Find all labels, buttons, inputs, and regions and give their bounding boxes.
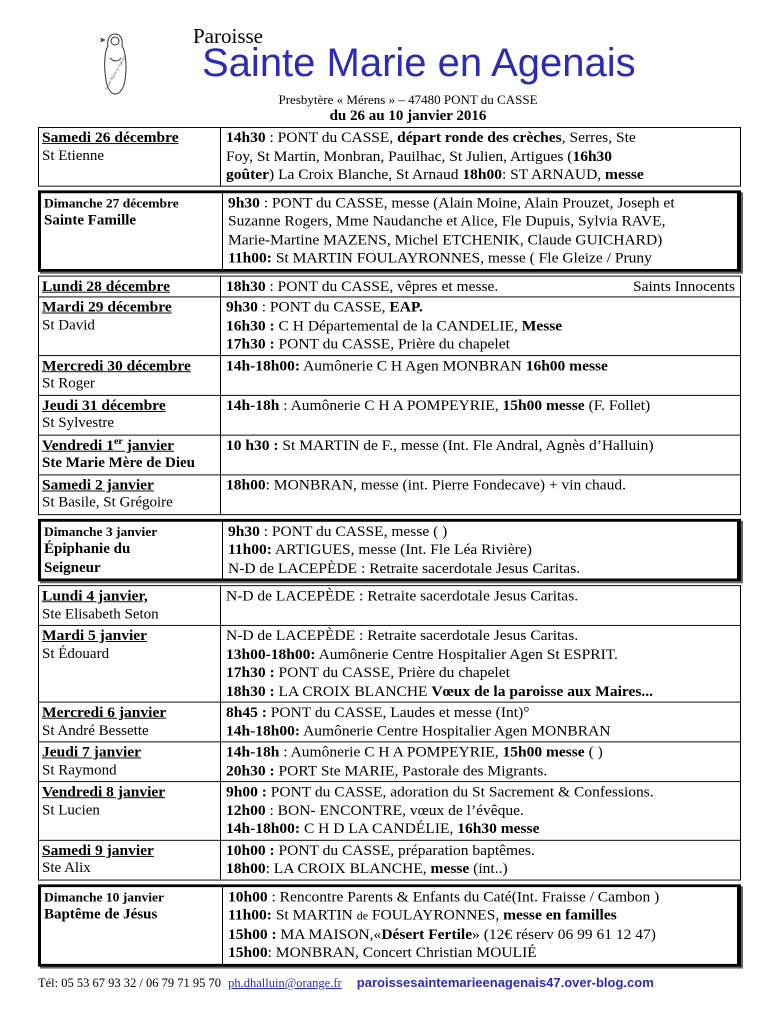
day-name: Dimanche 3 janvier: [44, 524, 158, 539]
events-cell: [223, 193, 737, 269]
day-cell: [39, 297, 221, 354]
events-cell: [221, 703, 740, 742]
events-cell: [223, 521, 737, 578]
day-name: Samedi 2 janvier: [42, 476, 154, 493]
event-line: 9h00 : PONT du CASSE, adoration du St Sacrement & Confessions.: [226, 783, 654, 801]
schedule-row: [38, 275, 741, 296]
events-cell: [221, 395, 740, 434]
day-name: Mardi 29 décembre: [42, 299, 172, 316]
saint-name: Ste Alix: [42, 860, 91, 876]
event-line: 8h45 : PONT du CASSE, Laudes et messe (Int)°: [226, 704, 530, 721]
day-name: Jeudi 31 décembre: [42, 397, 166, 414]
day-cell: [39, 276, 221, 296]
svg-text:Sainte Marie en Agenais: Sainte Marie en Agenais: [103, 53, 128, 91]
schedule-row: [38, 625, 741, 702]
day-name: Mardi 5 janvier: [42, 627, 148, 644]
events-cell: [221, 626, 740, 702]
schedule-row: [38, 585, 741, 625]
schedule-row: [38, 434, 741, 474]
event-line: 11h00: St MARTIN de FOULAYRONNES, messe en familles: [228, 907, 617, 924]
day-name: Dimanche 27 décembre: [44, 195, 179, 210]
event-line: 18h00: MONBRAN, messe (int. Pierre Fondecave) + vin chaud.: [226, 476, 627, 493]
event-line: 9h30 : PONT du CASSE, messe (Alain Moine, Alain Prouzet, Joseph et: [228, 194, 675, 211]
event-line: 11h00: St MARTIN FOULAYRONNES, messe ( Fle Gleize / Pruny: [228, 250, 652, 267]
event-line: 13h00-18h00: Aumônerie Centre Hospitalier Agen St ESPRIT.: [226, 646, 618, 663]
day-cell: [39, 840, 221, 879]
schedule-row: [38, 741, 741, 781]
day-cell: [39, 128, 221, 185]
saint-name: Épiphanie du: [44, 541, 131, 557]
events-cell: [223, 887, 737, 964]
event-line: 18h00: LA CROIX BLANCHE, messe (int..): [226, 860, 508, 877]
event-line: 14h-18h00: Aumônerie Centre Hospitalier Agen MONBRAN: [226, 722, 611, 740]
day-name: Vendredi 8 janvier: [42, 783, 166, 801]
event-line: 11h00: ARTIGUES, messe (Int. Fle Léa Rivière): [228, 541, 532, 558]
phone-numbers: Tél: 05 53 67 93 32 / 06 79 71 95 70: [38, 976, 221, 990]
event-line: Foy, St Martin, Monbran, Pauilhac, St Julien, Artigues (16h30: [226, 148, 613, 165]
day-cell: [41, 193, 223, 269]
day-name: Mercredi 6 janvier: [42, 704, 167, 721]
event-line: 14h-18h00: C H D LA CANDÉLIE, 16h30 messe: [226, 820, 540, 837]
events-cell: [221, 276, 740, 296]
footer: [38, 975, 758, 991]
day-cell: [39, 356, 221, 395]
day-name: Vendredi 1er janvier: [42, 435, 175, 454]
events-cell: [221, 475, 740, 514]
event-line: 10h00 : PONT du CASSE, préparation baptêmes.: [226, 842, 535, 859]
day-name: Lundi 28 décembre: [42, 277, 171, 295]
email-link[interactable]: ph.dhalluin@orange.fr: [228, 976, 342, 990]
schedule-row: [38, 474, 741, 515]
schedule-row: [38, 355, 741, 395]
schedule-row: [38, 394, 741, 434]
event-line: N-D de LACEPÈDE : Retraite sacerdotale Jesus Caritas.: [228, 560, 581, 577]
day-cell: [39, 742, 221, 781]
events-cell: [221, 128, 740, 185]
event-line: goûter) La Croix Blanche, St Arnaud 18h00: ST ARNAUD, messe: [226, 166, 644, 183]
event-line: 10 h30 : St MARTIN de F., messe (Int. Fle Andral, Agnès d’Halluin): [226, 437, 654, 454]
event-line: 15h00: MONBRAN, Concert Christian MOULIÉ: [228, 944, 537, 962]
event-line: N-D de LACEPÈDE : Retraite sacerdotale Jesus Caritas.: [226, 627, 579, 644]
events-cell: [221, 840, 740, 879]
day-cell: [39, 435, 221, 474]
schedule-row: [38, 884, 741, 966]
event-line: 14h-18h : Aumônerie C H A POMPEYRIE, 15h00 messe (F. Follet): [226, 397, 651, 414]
event-line: 10h00 : Rencontre Parents & Enfants du Caté(Int. Fraisse / Cambon ): [228, 888, 660, 905]
event-line: 18h30 : PONT du CASSE, vêpres et messe. Saints Innocents: [226, 277, 735, 295]
day-cell: [39, 626, 221, 702]
events-cell: [221, 782, 740, 839]
paroisse-label: Paroisse: [193, 24, 263, 48]
event-line: 9h30 : PONT du CASSE, EAP.: [226, 299, 423, 316]
day-name: Lundi 4 janvier,: [42, 588, 148, 605]
events-cell: [221, 356, 740, 395]
saint-name: St Lucien: [42, 802, 100, 818]
event-line: Suzanne Rogers, Mme Naudanche et Alice, Fle Dupuis, Sylvia RAVE,: [228, 213, 666, 230]
event-line: 17h30 : PONT du CASSE, Prière du chapelet: [226, 336, 510, 353]
event-line: 14h-18h00: Aumônerie C H Agen MONBRAN 16h00 messe: [226, 357, 608, 374]
schedule-row: [38, 518, 741, 581]
day-cell: [39, 782, 221, 839]
saint-name: St Raymond: [42, 762, 117, 778]
day-cell: [39, 703, 221, 742]
day-name: Samedi 9 janvier: [42, 842, 154, 859]
date-range: du 26 au 10 janvier 2016: [329, 108, 487, 124]
event-line: Marie-Martine MAZENS, Michel ETCHENIK, Claude GUICHARD): [228, 231, 663, 248]
saint-name: St Etienne: [42, 148, 105, 164]
blog-link[interactable]: paroissesaintemarieenagenais47.over-blog.com: [356, 975, 654, 990]
address-line: Presbytère « Mérens » – 47480 PONT du CASSE: [278, 92, 538, 107]
saint-name: St Sylvestre: [42, 415, 115, 431]
day-name: Dimanche 10 janvier: [44, 889, 164, 904]
event-line: N-D de LACEPÈDE : Retraite sacerdotale Jesus Caritas.: [226, 588, 579, 605]
event-line: 18h30 : LA CROIX BLANCHE Vœux de la paroisse aux Maires...: [226, 683, 654, 700]
schedule-row: [38, 190, 741, 271]
schedule-row: [38, 296, 741, 354]
schedule-row: [38, 702, 741, 742]
saint-name: St Roger: [42, 375, 95, 392]
schedule-row: [38, 839, 741, 880]
saint-name: St David: [42, 317, 95, 333]
saint-name: St Basile, St Grégoire: [42, 495, 173, 511]
day-cell: [39, 475, 221, 514]
day-cell: [41, 521, 223, 578]
day-name: Jeudi 7 janvier: [42, 744, 142, 761]
event-line: 20h30 : PORT Ste MARIE, Pastorale des Migrants.: [226, 762, 548, 779]
events-cell: [221, 586, 740, 625]
saint-name: Sainte Famille: [44, 213, 137, 229]
schedule-table: [38, 127, 741, 970]
day-cell: [39, 395, 221, 434]
day-cell: [39, 586, 221, 625]
event-line: 15h00 : MA MAISON,«Désert Fertile» (12€ réserv 06 99 61 12 47): [228, 926, 656, 943]
events-cell: [221, 742, 740, 781]
virgin-mary-logo-icon: [92, 28, 138, 98]
events-cell: [221, 435, 740, 474]
event-line: 14h-18h : Aumônerie C H A POMPEYRIE, 15h00 messe ( ): [226, 744, 603, 761]
parish-title: Sainte Marie en Agenais: [202, 41, 636, 85]
saint-name: St André Bessette: [42, 722, 149, 739]
header: [0, 0, 776, 126]
saint-name: Baptême de Jésus: [44, 907, 158, 923]
schedule-row: [38, 781, 741, 839]
day-name: Samedi 26 décembre: [42, 129, 179, 146]
day-cell: [41, 887, 223, 964]
event-line: 12h00 : BON- ENCONTRE, vœux de l’évêque.: [226, 802, 524, 819]
event-line: 9h30 : PONT du CASSE, messe ( ): [228, 523, 448, 540]
event-line: 17h30 : PONT du CASSE, Prière du chapelet: [226, 664, 510, 681]
saint-name: Ste Marie Mère de Dieu: [42, 455, 195, 471]
day-name: Mercredi 30 décembre: [42, 357, 191, 374]
events-cell: [221, 297, 740, 354]
schedule-row: [38, 127, 741, 186]
event-line: 14h30 : PONT du CASSE, départ ronde des crèches, Serres, Ste: [226, 129, 636, 146]
event-line: 16h30 : C H Départemental de la CANDELIE, Messe: [226, 317, 563, 334]
saint-name: Ste Elisabeth Seton: [42, 606, 159, 622]
saint-name: St Édouard: [42, 646, 110, 662]
saint-name-cont: Seigneur: [44, 560, 101, 576]
